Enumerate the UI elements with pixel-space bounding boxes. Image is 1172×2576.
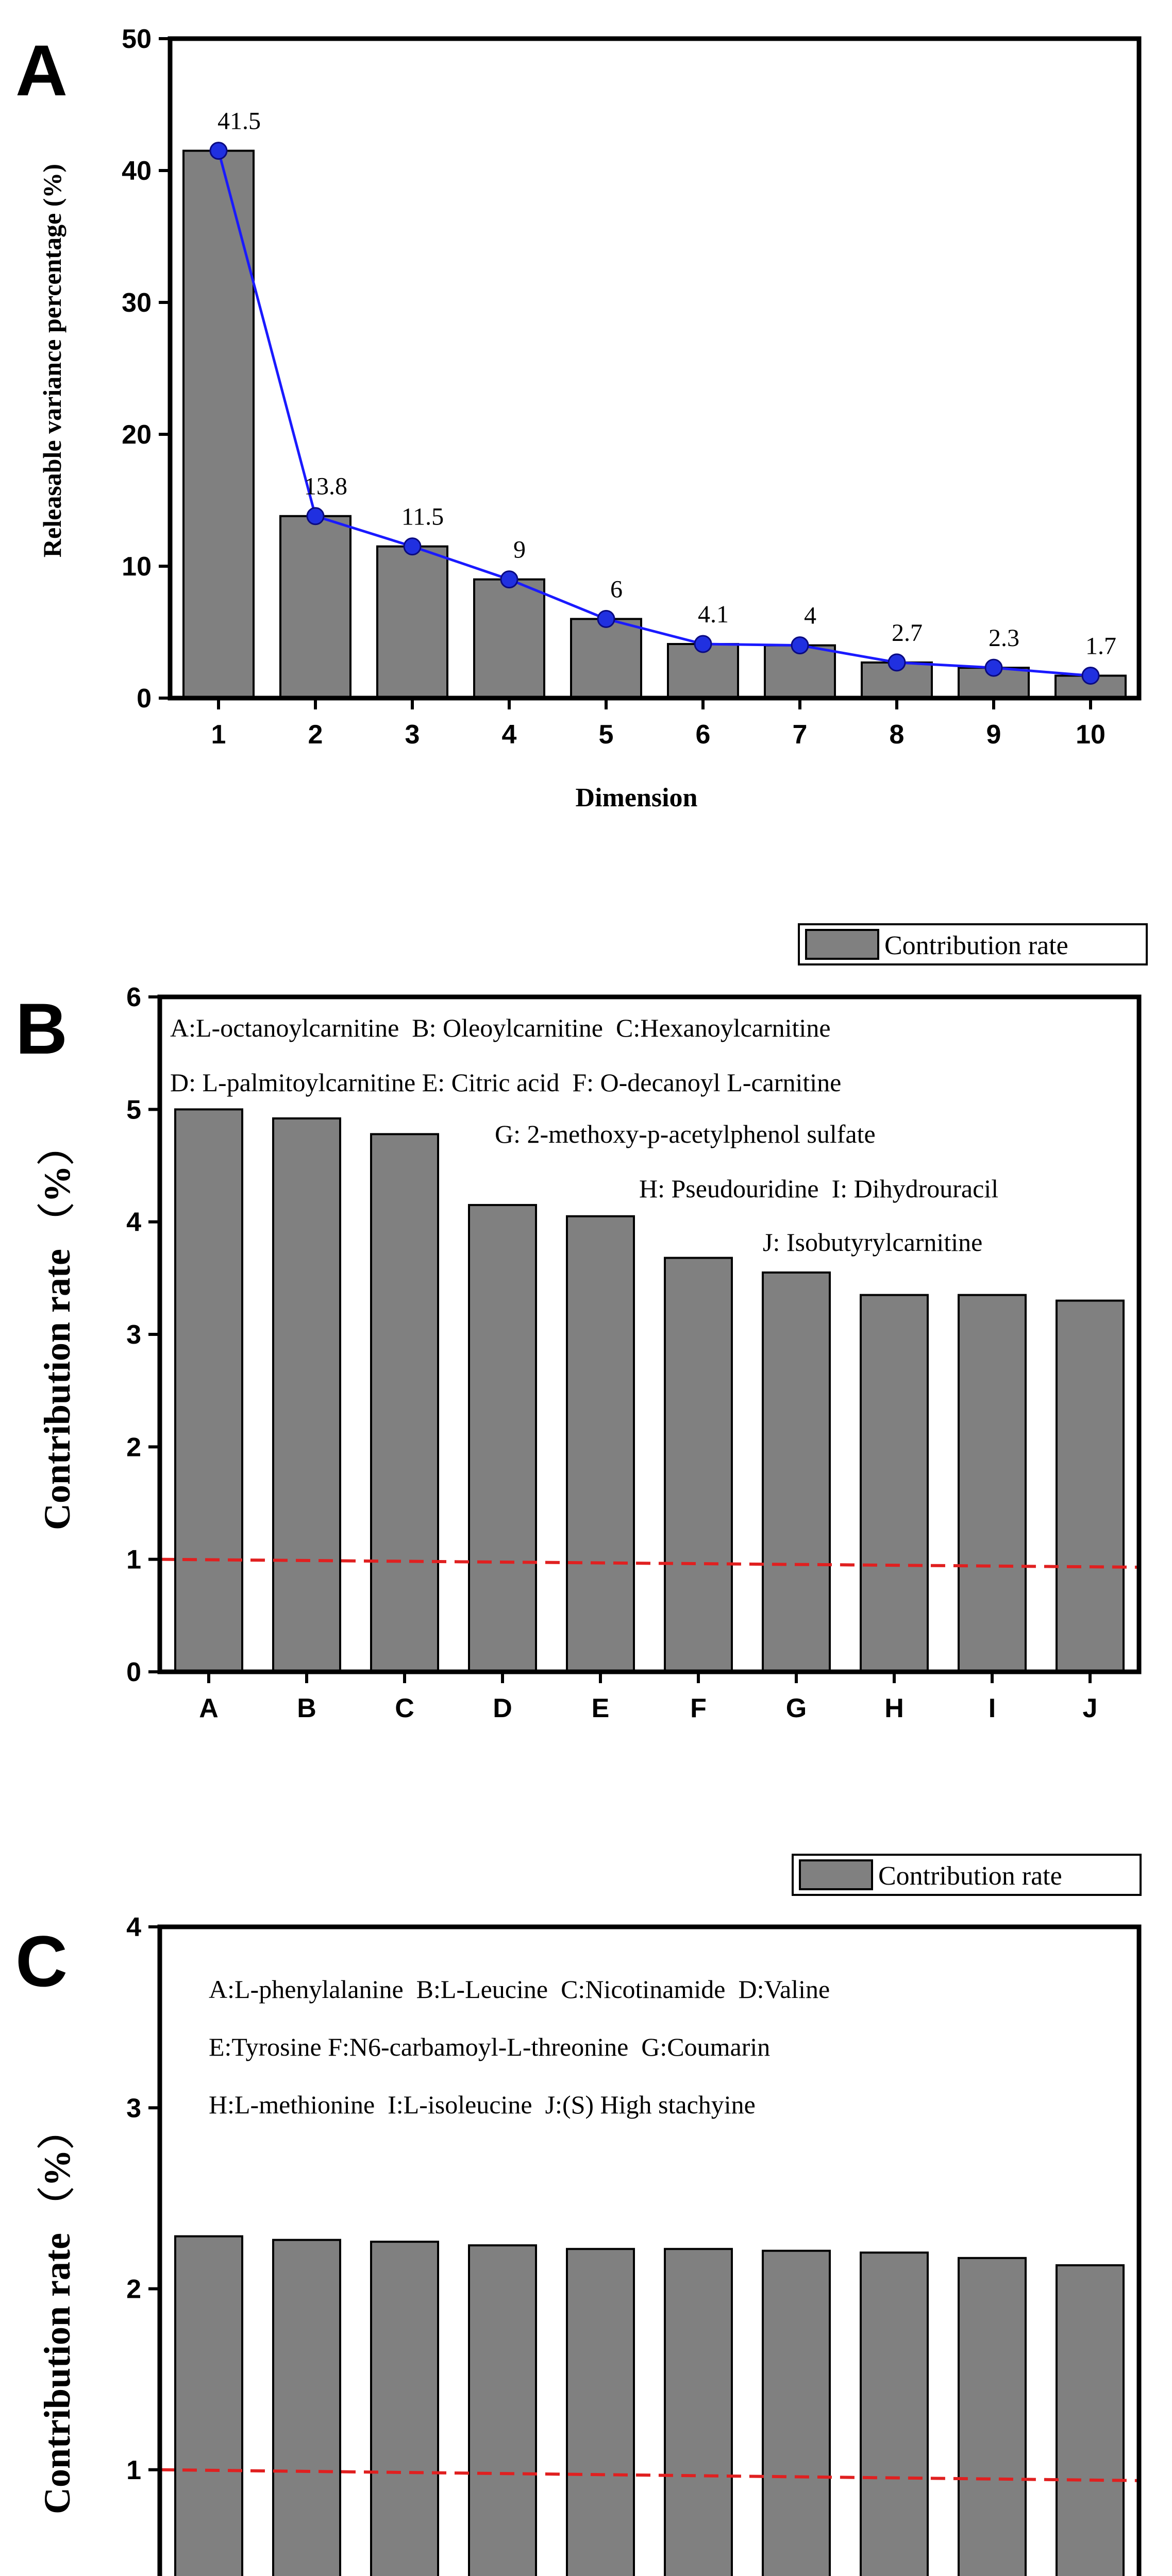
panel-a-line-marker bbox=[404, 538, 421, 555]
panel-a-line-marker bbox=[985, 659, 1002, 676]
panel-b-legend-swatch bbox=[806, 930, 878, 959]
panel-c-bar bbox=[763, 2251, 830, 2576]
panel-a-bar bbox=[474, 580, 544, 698]
panel-a-line-marker bbox=[210, 143, 227, 159]
panel-b-y-tick-label: 5 bbox=[126, 1095, 141, 1125]
panel-a-x-tick-label: 4 bbox=[501, 720, 517, 750]
panel-a-x-tick-label: 8 bbox=[889, 720, 905, 750]
panel-b-y-axis-title: Contribution rate （%） bbox=[37, 1128, 78, 1530]
panel-a-x-tick-label: 5 bbox=[598, 720, 614, 750]
panel-c-annotation-2: E:Tyrosine F:N6-carbamoyl-L-threonine G:Coumarin bbox=[209, 2032, 771, 2061]
panel-c bbox=[15, 1855, 1141, 2576]
panel-b-y-tick-label: 4 bbox=[126, 1207, 141, 1238]
panel-c-y-tick-label: 2 bbox=[126, 2274, 141, 2304]
panel-b-bar bbox=[1057, 1301, 1124, 1672]
panel-a-y-axis-title: Releasable variance percentage (%) bbox=[38, 163, 66, 558]
panel-a-bar bbox=[280, 516, 350, 698]
panel-b-bar bbox=[175, 1109, 242, 1672]
panel-b-bar bbox=[273, 1118, 340, 1672]
panel-a-line-marker bbox=[792, 637, 808, 654]
panel-b-legend-label: Contribution rate bbox=[884, 931, 1068, 960]
panel-c-y-tick-label: 4 bbox=[126, 1912, 141, 1942]
panel-b-bar bbox=[959, 1295, 1026, 1672]
panel-b-annotation-2: D: L-palmitoylcarnitine E: Citric acid F: O-decanoyl L-carnitine bbox=[170, 1068, 842, 1097]
panel-a-x-axis-title: Dimension bbox=[575, 783, 698, 812]
panel-b-bar bbox=[861, 1295, 928, 1672]
panel-a-line-marker bbox=[1082, 667, 1099, 684]
panel-a-x-tick-label: 2 bbox=[308, 720, 323, 750]
panel-b-x-tick-label: A bbox=[199, 1693, 219, 1723]
panel-c-letter: C bbox=[15, 1921, 68, 2002]
panel-a-y-tick-label: 10 bbox=[122, 552, 152, 582]
panel-a-y-tick-label: 20 bbox=[122, 420, 152, 450]
panel-c-y-axis-title: Contribution rate （%） bbox=[37, 2112, 78, 2514]
panel-a-x-tick-label: 7 bbox=[792, 720, 808, 750]
panel-c-legend-label: Contribution rate bbox=[878, 1861, 1062, 1891]
panel-b-bar bbox=[567, 1216, 634, 1672]
panel-c-bar bbox=[175, 2236, 242, 2576]
panel-a-line-marker bbox=[889, 654, 905, 671]
panel-a-data-label: 13.8 bbox=[304, 472, 347, 500]
panel-a-y-tick-label: 30 bbox=[122, 288, 152, 318]
panel-a-y-tick-label: 50 bbox=[122, 24, 152, 54]
panel-b-x-tick-label: F bbox=[690, 1693, 707, 1723]
panel-a-data-label: 2.7 bbox=[892, 619, 923, 647]
panel-b-x-tick-label: G bbox=[785, 1693, 807, 1723]
panel-c-legend bbox=[793, 1855, 1141, 1895]
panel-b bbox=[15, 924, 1147, 1723]
panel-c-annotation-1: A:L-phenylalanine B:L-Leucine C:Nicotinamide D:Valine bbox=[209, 1975, 830, 2004]
panel-b-x-tick-label: C bbox=[395, 1693, 414, 1723]
panel-a-line-marker bbox=[598, 611, 614, 627]
panel-c-bar bbox=[371, 2242, 438, 2576]
panel-b-x-tick-label: E bbox=[591, 1693, 610, 1723]
panel-b-y-tick-label: 1 bbox=[126, 1545, 141, 1575]
panel-a-bars bbox=[183, 151, 1126, 698]
panel-a-x-tick-label: 3 bbox=[405, 720, 420, 750]
panel-a-bar bbox=[183, 151, 254, 698]
panel-c-bar bbox=[469, 2245, 536, 2576]
panel-b-letter: B bbox=[15, 988, 68, 1069]
panel-a-y-tick-label: 40 bbox=[122, 156, 152, 186]
panel-a-data-label: 41.5 bbox=[217, 107, 261, 135]
panel-c-y-tick-label: 1 bbox=[126, 2455, 141, 2485]
panel-c-bar bbox=[273, 2240, 340, 2576]
panel-b-bar bbox=[763, 1273, 830, 1672]
panel-a-bar bbox=[377, 547, 447, 698]
panel-b-y-tick-label: 6 bbox=[126, 982, 141, 1012]
panel-c-bar bbox=[861, 2252, 928, 2576]
panel-a-data-label: 6 bbox=[610, 575, 623, 603]
panel-b-bar bbox=[665, 1258, 732, 1672]
panel-c-legend-swatch bbox=[800, 1860, 872, 1889]
panel-a-line-marker bbox=[501, 571, 517, 588]
panel-b-annotation-3: G: 2-methoxy-p-acetylphenol sulfate bbox=[495, 1120, 876, 1148]
panel-b-x-tick-label: H bbox=[884, 1693, 904, 1723]
panel-a-x-tick-label: 10 bbox=[1076, 720, 1106, 750]
panel-a-letter: A bbox=[15, 30, 68, 111]
panel-c-y-tick-label: 3 bbox=[126, 2093, 141, 2124]
panel-a-line-marker bbox=[695, 636, 711, 652]
panel-a-data-label: 11.5 bbox=[401, 503, 444, 531]
panel-b-x-tick-label: B bbox=[297, 1693, 316, 1723]
panel-c-bars bbox=[175, 2236, 1124, 2576]
panel-b-legend bbox=[799, 924, 1147, 964]
panel-a-y-tick-label: 0 bbox=[137, 684, 152, 714]
panel-b-bar bbox=[371, 1134, 438, 1672]
panel-c-bar bbox=[959, 2258, 1026, 2576]
panel-a-bar bbox=[571, 619, 641, 698]
panel-b-annotation-5: J: Isobutyrylcarnitine bbox=[763, 1228, 983, 1257]
panel-b-bar bbox=[469, 1205, 536, 1672]
panel-b-x-tick-label: J bbox=[1082, 1693, 1098, 1723]
panel-b-y-tick-label: 2 bbox=[126, 1432, 141, 1463]
panel-b-annotation-4: H: Pseudouridine I: Dihydrouracil bbox=[639, 1174, 999, 1203]
panel-b-y-tick-label: 3 bbox=[126, 1320, 141, 1350]
panel-c-bar bbox=[1057, 2265, 1124, 2576]
panel-a-data-label: 2.3 bbox=[989, 624, 1019, 652]
panel-a-data-label: 1.7 bbox=[1085, 632, 1116, 660]
panel-a-x-tick-label: 1 bbox=[211, 720, 226, 750]
panel-c-bar bbox=[567, 2249, 634, 2576]
panel-b-x-tick-label: I bbox=[988, 1693, 996, 1723]
panel-a-x-tick-label: 9 bbox=[986, 720, 1001, 750]
panel-c-annotations bbox=[209, 1975, 830, 2119]
panel-a-data-label: 4 bbox=[804, 602, 816, 630]
panel-a bbox=[15, 24, 1139, 812]
panel-c-bar bbox=[665, 2249, 732, 2576]
panel-c-annotation-3: H:L-methionine I:L-isoleucine J:(S) High stachyine bbox=[209, 2090, 756, 2119]
panel-b-x-tick-label: D bbox=[493, 1693, 512, 1723]
panel-b-annotation-1: A:L-octanoylcarnitine B: Oleoylcarnitine C:Hexanoylcarnitine bbox=[170, 1013, 831, 1042]
panel-a-data-label: 4.1 bbox=[698, 601, 729, 629]
panel-b-y-tick-label: 0 bbox=[126, 1657, 141, 1687]
panel-a-line-marker bbox=[307, 508, 324, 524]
panel-a-x-tick-label: 6 bbox=[695, 720, 711, 750]
panel-a-data-label: 9 bbox=[513, 536, 526, 564]
